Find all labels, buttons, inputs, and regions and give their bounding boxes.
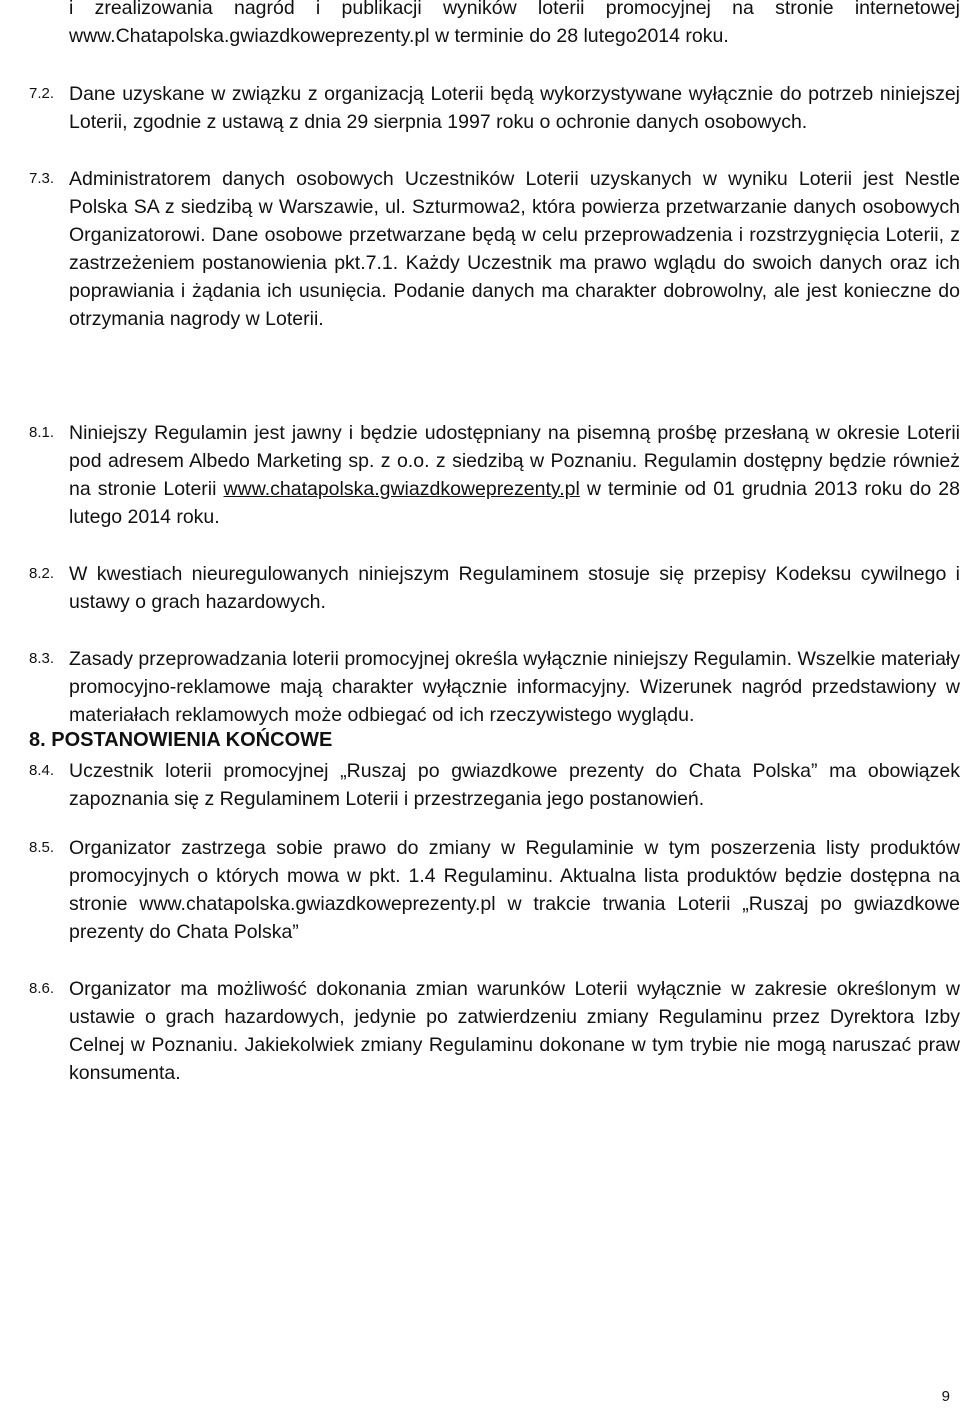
intro-paragraph: i zrealizowania nagród i publikacji wyników loterii promocyjnej na stronie internetowej www.Chatapolska.gwiazdkoweprezenty.pl w terminie do 28 lutego2014 roku. bbox=[69, 0, 960, 47]
section-heading: 8. POSTANOWIENIA KOŃCOWE bbox=[29, 729, 333, 751]
paragraph-text: Organizator ma możliwość dokonania zmian warunków Loterii wyłącznie w zakresie określonym w ustawie o grach hazardowych, jedynie po zatwierdzeniu zmiany Regulaminu przez Dyrektora Izby Celnej w Poznaniu. Jakiekolwiek zmiany Regulaminu dokonane w tym trybie nie mogą naruszać praw konsumenta. bbox=[69, 978, 960, 1084]
paragraph-number: 7.2. bbox=[29, 85, 55, 102]
paragraph-number: 8.6. bbox=[29, 980, 55, 997]
paragraph-number: 8.3. bbox=[29, 650, 55, 667]
paragraph-text-start: Niniejszy Regulamin jest jawny i będzie udostępniany na pisemną prośbę przesłaną w okresie Loterii pod adresem Albedo Marketing sp. z o.o. z siedzibą w Poznaniu. Regulamin dostępny będzie również na stronie Loterii bbox=[69, 422, 960, 500]
paragraph-text: Zasady przeprowadzania loterii promocyjnej określa wyłącznie niniejszy Regulamin. Wszelkie materiały promocyjno-reklamowe mają charakter wyłącznie informacyjny. Wizerunek nagród przedstawiony w materiałach reklamowych może odbiegać od ich rzeczywistego wyglądu. bbox=[69, 648, 960, 726]
paragraph-text: Organizator zastrzega sobie prawo do zmiany w Regulaminie w tym poszerzenia listy produktów promocyjnych o których mowa w pkt. 1.4 Regulaminu. Aktualna lista produktów będzie dostępna na stronie www.chatapolska.gwiazdkoweprezenty.pl w trakcie trwania Loterii „Ruszaj po gwiazdkowe prezenty do Chata Polska” bbox=[69, 837, 960, 943]
paragraph-text: W kwestiach nieuregulowanych niniejszym Regulaminem stosuje się przepisy Kodeksu cywilnego i ustawy o grach hazardowych. bbox=[69, 563, 960, 613]
website-link[interactable]: www.chatapolska.gwiazdkoweprezenty.pl bbox=[223, 478, 580, 500]
paragraph-text-end: w terminie od 01 grudnia 2013 roku do 28 lutego 2014 roku. bbox=[69, 478, 960, 528]
page-number: 9 bbox=[941, 1388, 950, 1405]
paragraph-number: 7.3. bbox=[29, 170, 55, 187]
paragraph-text: Administratorem danych osobowych Uczestników Loterii uzyskanych w wyniku Loterii jest Nestle Polska SA z siedzibą w Warszawie, ul. Szturmowa2, która powierza przetwarzanie danych osobowych Organizatorowi. Dane osobowe przetwarzane będą w celu przeprowadzenia i rozstrzygnięcia Loterii, z zastrzeżeniem postanowienia pkt.7.1. Każdy Uczestnik ma prawo wglądu do swoich danych oraz ich poprawiania i żądania ich usunięcia. Podanie danych ma charakter dobrowolny, ale jest konieczne do otrzymania nagrody w Loterii. bbox=[69, 168, 960, 330]
paragraph-number: 8.2. bbox=[29, 565, 55, 582]
paragraph-number: 8.5. bbox=[29, 839, 55, 856]
paragraph-text: Uczestnik loterii promocyjnej „Ruszaj po gwiazdkowe prezenty do Chata Polska” ma obowiązek zapoznania się z Regulaminem Loterii i przestrzegania jego postanowień. bbox=[69, 760, 960, 810]
paragraph-number: 8.4. bbox=[29, 762, 55, 779]
paragraph-text: Dane uzyskane w związku z organizacją Loterii będą wykorzystywane wyłącznie do potrzeb niniejszej Loterii, zgodnie z ustawą z dnia 29 sierpnia 1997 roku o ochronie danych osobowych. bbox=[69, 83, 960, 133]
paragraph-text bbox=[69, 419, 960, 531]
paragraph-number: 8.1. bbox=[29, 424, 55, 441]
